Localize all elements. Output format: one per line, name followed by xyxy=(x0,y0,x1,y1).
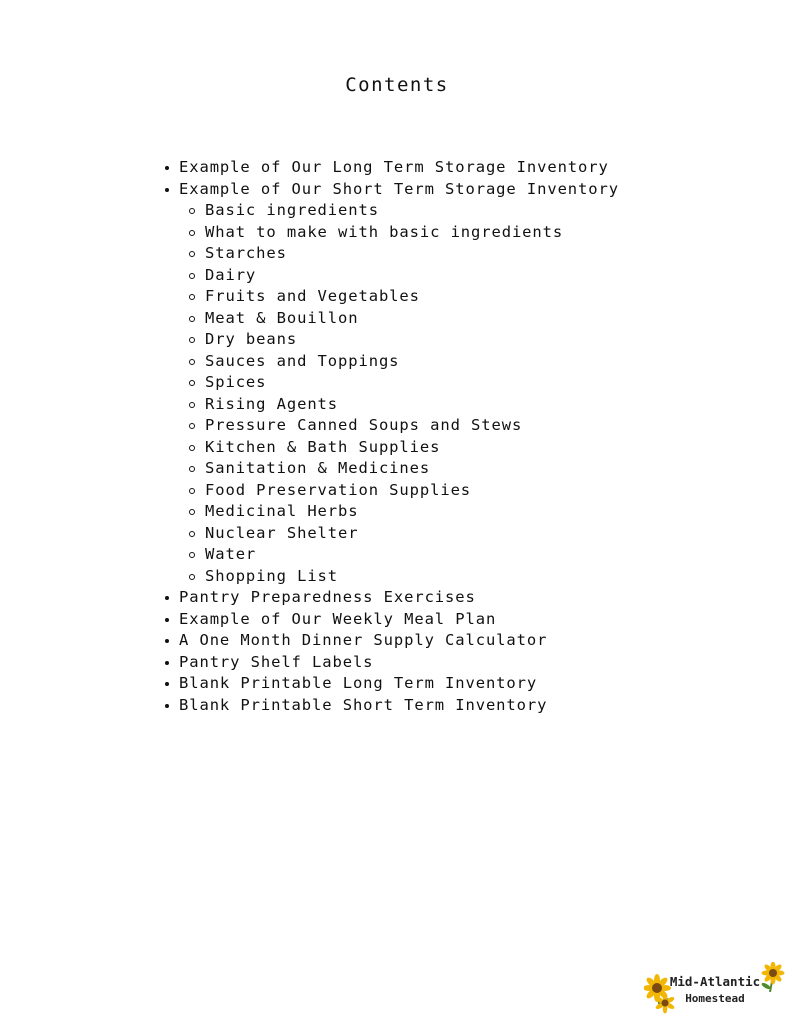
toc-item: A One Month Dinner Supply Calculator xyxy=(162,630,762,652)
toc-subitem: Starches xyxy=(162,243,762,265)
table-of-contents xyxy=(162,157,762,716)
logo xyxy=(644,962,786,1016)
toc-item: Blank Printable Short Term Inventory xyxy=(162,695,762,717)
toc-subitem: Water xyxy=(162,544,762,566)
toc-subitem: Fruits and Vegetables xyxy=(162,286,762,308)
toc-subitem: Meat & Bouillon xyxy=(162,308,762,330)
toc-subitem: Shopping List xyxy=(162,566,762,588)
toc-sublist xyxy=(162,200,762,587)
logo-line-1: Mid-Atlantic xyxy=(669,974,761,989)
toc-subitem: Nuclear Shelter xyxy=(162,523,762,545)
toc-subitem: Dairy xyxy=(162,265,762,287)
page-title: Contents xyxy=(345,74,449,96)
toc-item: Pantry Preparedness Exercises xyxy=(162,587,762,609)
toc-subitem: Spices xyxy=(162,372,762,394)
toc-subitem: Sauces and Toppings xyxy=(162,351,762,373)
toc-item: Example of Our Short Term Storage Inventory xyxy=(162,179,762,201)
toc-item: Blank Printable Long Term Inventory xyxy=(162,673,762,695)
toc-subitem: Kitchen & Bath Supplies xyxy=(162,437,762,459)
toc-item: Example of Our Weekly Meal Plan xyxy=(162,609,762,631)
toc-subitem: Rising Agents xyxy=(162,394,762,416)
toc-item: Pantry Shelf Labels xyxy=(162,652,762,674)
toc-subitem: Medicinal Herbs xyxy=(162,501,762,523)
toc-subitem: Basic ingredients xyxy=(162,200,762,222)
toc-subitem: What to make with basic ingredients xyxy=(162,222,762,244)
toc-item: Example of Our Long Term Storage Inventory xyxy=(162,157,762,179)
logo-line-2: Homestead xyxy=(685,992,745,1005)
toc-subitem: Pressure Canned Soups and Stews xyxy=(162,415,762,437)
toc-subitem: Dry beans xyxy=(162,329,762,351)
toc-subitem: Sanitation & Medicines xyxy=(162,458,762,480)
toc-subitem: Food Preservation Supplies xyxy=(162,480,762,502)
